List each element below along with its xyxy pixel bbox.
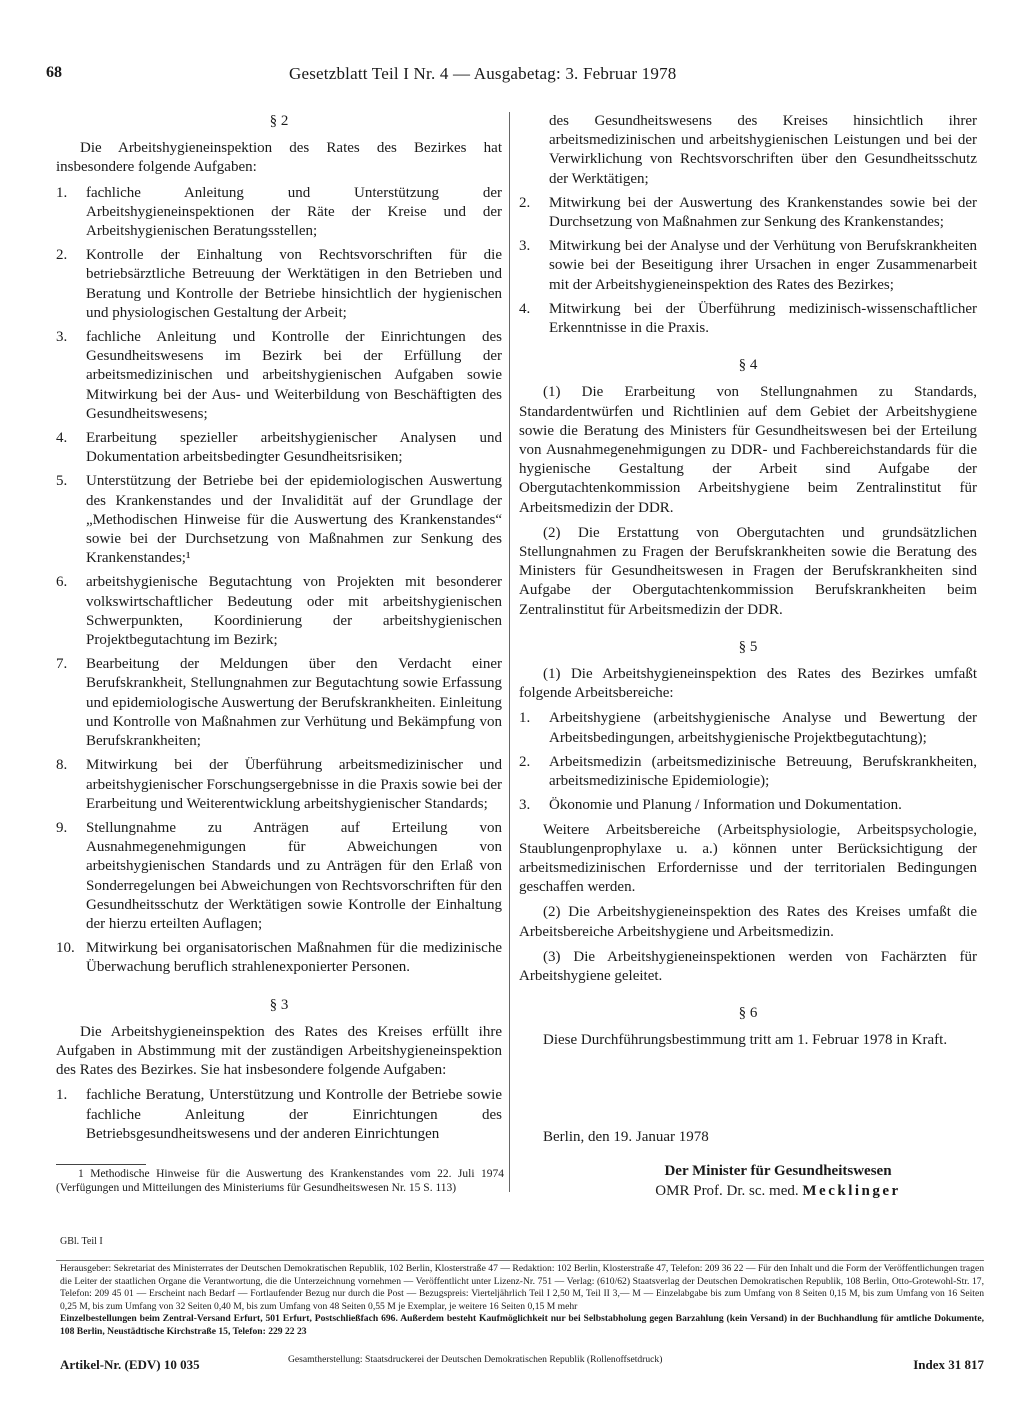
minister-name-line	[519, 1181, 977, 1201]
section-heading-2: § 2	[269, 113, 289, 129]
list-item: 10. Mitwirkung bei organisatorischen Maßnahmen für die medizinische Überwachung beruflich strahlenexponierter Personen.	[56, 940, 502, 976]
place-date: Berlin, den 19. Januar 1978	[543, 1129, 709, 1145]
section-heading-4: § 4	[738, 357, 758, 374]
section-4-paragraph-1: (1) Die Erarbeitung von Stellungnahmen zu Standards, Standardentwürfen und Richtlinien auf dem Gebiet der Arbeitshygiene sowie die Beratung des Ministers für Gesundheitswesen bei der Erteilung von Ausnahmegenehmigungen zu DDR- und Fachbereichstandards für die hygienische Gestaltung der Arbeit sind Aufgabe der Obergutachtenkommission Arbeitshygiene beim Zentralinstitut für Arbeitsmedizin der DDR.	[519, 384, 977, 516]
list-item: 2. Mitwirkung bei der Auswertung des Krankenstandes sowie bei der Durchsetzung von Maßnahmen zur Senkung des Krankenstandes;	[519, 194, 977, 231]
gbl-label: GBl. Teil I	[60, 1236, 103, 1247]
section-heading-5: § 5	[738, 638, 758, 655]
section-5-paragraph-2: (2) Die Arbeitshygieneinspektion des Rates des Kreises umfaßt die Arbeitsbereiche Arbeitshygiene und Arbeitsmedizin.	[519, 904, 977, 940]
list-item: 8. Mitwirkung bei der Überführung arbeitsmedizinischer und arbeitshygienischer Forschungsergebnisse in die Praxis sowie bei der Erarbeitung und Weiterentwicklung arbeitshygienischer Standards;	[56, 757, 502, 812]
list-item: 7. Bearbeitung der Meldungen über den Verdacht einer Berufskrankheit, Stellungnahmen zur Begutachtung sowie Erfassung und epidemiologische Auswertung der Berufskrankheiten. Einleitung und Kontrolle von Maßnahmen zur Verhütung und Bekämpfung von Berufskrankheiten;	[56, 656, 502, 750]
list-item: 4. Erarbeitung spezieller arbeitshygienischer Analysen und Dokumentation arbeitsbedingter Gesundheitsrisiken;	[56, 430, 502, 466]
section-4-paragraph-2: (2) Die Erstattung von Obergutachten und grundsätzlichen Stellungnahmen zu Fragen der Berufskrankheiten sowie die Beratung des Ministers für Gesundheitswesen in Fragen der Berufskrankheiten sind Aufgabe der Obergutachtenkommission Berufskrankheiten beim Zentralinstitut für Arbeitsmedizin der DDR.	[519, 524, 977, 618]
printer-credit: Gesamtherstellung: Staatsdruckerei der Deutschen Demokratischen Republik (Rollenoffsetdruck)	[288, 1354, 663, 1365]
list-item: 1. fachliche Anleitung und Unterstützung der Arbeitshygieneinspektionen der Räte der Kreise und der Arbeitshygienischen Beratungsstellen;	[56, 184, 502, 240]
imprint-orders: Einzelbestellungen beim Zentral-Versand Erfurt, 501 Erfurt, Postschließfach 696. Außerdem besteht Kaufmöglichkeit nur bei Selbstabholung gegen Barzahlung (kein Versand) in der Buchhandlung für amtliche Dokumente, 108 Berlin, Neustädtische Kirchstraße 15, Telefon: 229 22 23	[60, 1313, 984, 1337]
list-item: 2. Arbeitsmedizin (arbeitsmedizinische Betreuung, Berufskrankheiten, arbeitsmedizinische Epidemiologie);	[519, 753, 977, 790]
section-heading-3: § 3	[269, 996, 289, 1013]
list-item: 1. fachliche Beratung, Unterstützung und Kontrolle der Betriebe sowie fachliche Anleitung der Einrichtungen des Betriebsgesundheitswesens und der anderen Einrichtungen	[56, 1087, 502, 1142]
page-header	[46, 64, 986, 88]
column-divider	[509, 112, 510, 1192]
minister-name: Mecklinger	[802, 1183, 901, 1199]
section-5-paragraph-1: (1) Die Arbeitshygieneinspektion des Rates des Bezirkes umfaßt folgende Arbeitsbereiche:	[519, 666, 977, 702]
list-item: 6. arbeitshygienische Begutachtung von Projekten mit besonderer volkswirtschaftlicher Bedeutung oder mit arbeitshygienischen Schwerpunkten, Koordinierung der arbeitshygienischen Projektbegutachtung im Bezirk;	[56, 574, 502, 649]
footer-row	[60, 1354, 984, 1378]
minister-title: Der Minister für Gesundheitswesen	[664, 1163, 892, 1179]
right-column	[519, 112, 977, 1057]
footnote: 1 Methodische Hinweise für die Auswertung des Krankenstandes vom 22. Juli 1974 (Verfügungen und Mitteilungen des Ministeriums für Gesundheitswesen Nr. 15 S. 113)	[56, 1168, 504, 1194]
list-item: 5. Unterstützung der Betriebe bei der epidemiologischen Auswertung des Krankenstandes und der Invalidität auf der Grundlage der „Methodischen Hinweise für die Auswertung des Krankenstandes“ sowie bei der Durchsetzung von Maßnahmen zur Senkung des Krankenstandes;¹	[56, 473, 502, 567]
section-3-intro: Die Arbeitshygieneinspektion des Rates des Kreises erfüllt ihre Aufgaben in Abstimmung mit der zuständigen Arbeitshygieneinspektion des Rates des Bezirkes. Sie hat insbesondere folgende Aufgaben:	[56, 1023, 502, 1079]
list-item: 1. Arbeitshygiene (arbeitshygienische Analyse und Bewertung der Arbeitsbedingungen, arbeitshygienische Projektbegutachtung);	[519, 710, 977, 746]
section-5-further-areas: Weitere Arbeitsbereiche (Arbeitsphysiologie, Arbeitspsychologie, Staublungenprophylaxe u. a.) können unter Berücksichtigung der arbeitsmedizinischen Erfordernisse und der territorialen Bedingungen geschaffen werden.	[519, 821, 977, 896]
imprint-main: Herausgeber: Sekretariat des Ministerrates der Deutschen Demokratischen Republik, 102 Berlin, Klosterstraße 47 — Redaktion: 102 Berlin, Klosterstraße 47, Telefon: 209 36 22 — Für den Inhalt und die Form der Veröffentlichungen tragen die Leiter der staatlichen Organe die Verantwortung, die die Unterzeichnung vornehmen — Veröffentlicht unter Lizenz-Nr. 751 — Verlag: (610/62) Staatsverlag der Deutschen Demokratischen Republik, 108 Berlin, Otto-Grotewohl-Str. 17, Telefon: 209 45 01 — Erscheint nach Bedarf — Fortlaufender Bezug nur durch die Post — Bezugspreis: Vierteljährlich Teil I 2,50 M, Teil II 3,— M — Einzelabgabe bis zum Umfang von 8 Seiten 0,15 M, bis zum Umfang von 16 Seiten 0,25 M, bis zum Umfang von 32 Seiten 0,40 M, bis zum Umfang von 48 Seiten 0,55 M je Exemplar, je weitere 16 Seiten 0,15 M mehr	[60, 1263, 984, 1312]
minister-name-prefix: OMR Prof. Dr. sc. med.	[655, 1183, 799, 1199]
section-2-intro: Die Arbeitshygieneinspektion des Rates des Bezirkes hat insbesondere folgende Aufgaben:	[56, 140, 502, 176]
section-heading-6: § 6	[738, 1005, 758, 1022]
list-item-continuation: des Gesundheitswesens des Kreises hinsichtlich ihrer arbeitsmedizinischen und arbeitshygienischen Leistungen und bei der Verwirklichung von Rechtsvorschriften über den Gesundheitsschutz der Werktätigen;	[549, 113, 977, 187]
section-6-paragraph: Diese Durchführungsbestimmung tritt am 1. Februar 1978 in Kraft.	[543, 1032, 948, 1049]
imprint	[60, 1263, 984, 1339]
index-number: Index 31 817	[913, 1357, 984, 1372]
imprint-rule	[56, 1260, 984, 1261]
list-item: 3. Mitwirkung bei der Analyse und der Verhütung von Berufskrankheiten sowie bei der Beseitigung ihrer Ursachen in enger Zusammenarbeit mit der Arbeitshygieneinspektion des Rates des Bezirkes;	[519, 238, 977, 293]
footnote-rule	[56, 1164, 146, 1165]
gazette-title: Gesetzblatt Teil I Nr. 4 — Ausgabetag: 3. Februar 1978	[289, 64, 677, 83]
article-number: Artikel-Nr. (EDV) 10 035	[60, 1357, 200, 1372]
list-item: 3. Ökonomie und Planung / Information und Dokumentation.	[519, 797, 902, 814]
list-item: 3. fachliche Anleitung und Kontrolle der Einrichtungen des Gesundheitswesens im Bezirk bei der Erfüllung der arbeitsmedizinischen und arbeitshygienischen Aufgaben sowie Mitwirkung bei der Aus- und Weiterbildung von Beschäftigten des Gesundheitswesens;	[56, 329, 502, 422]
section-5-paragraph-3: (3) Die Arbeitshygieneinspektionen werden von Fachärzten für Arbeitshygiene geleitet.	[519, 948, 977, 984]
left-column	[56, 112, 502, 1149]
page-number: 68	[46, 64, 62, 81]
list-item: 9. Stellungnahme zu Anträgen auf Erteilung von Ausnahmegenehmigungen für Abweichungen von arbeitshygienischen Standards und zu Anträgen für den Erlaß von Sonderregelungen bei Abweichungen von Rechtsvorschriften für den Gesundheitsschutz der Werktätigen sowie Kontrolle der Einhaltung der hierzu erteilten Auflagen;	[56, 819, 502, 932]
signature-block	[519, 1127, 977, 1201]
list-item: 2. Kontrolle der Einhaltung von Rechtsvorschriften für die betriebsärztliche Betreuung der Werktätigen in den Betrieben und Beratung und Kontrolle der Betriebe hinsichtlich der hygienischen und physiologischen Gestaltung der Arbeit;	[56, 247, 502, 321]
list-item: 4. Mitwirkung bei der Überführung medizinisch-wissenschaftlicher Erkenntnisse in die Praxis.	[519, 300, 977, 337]
